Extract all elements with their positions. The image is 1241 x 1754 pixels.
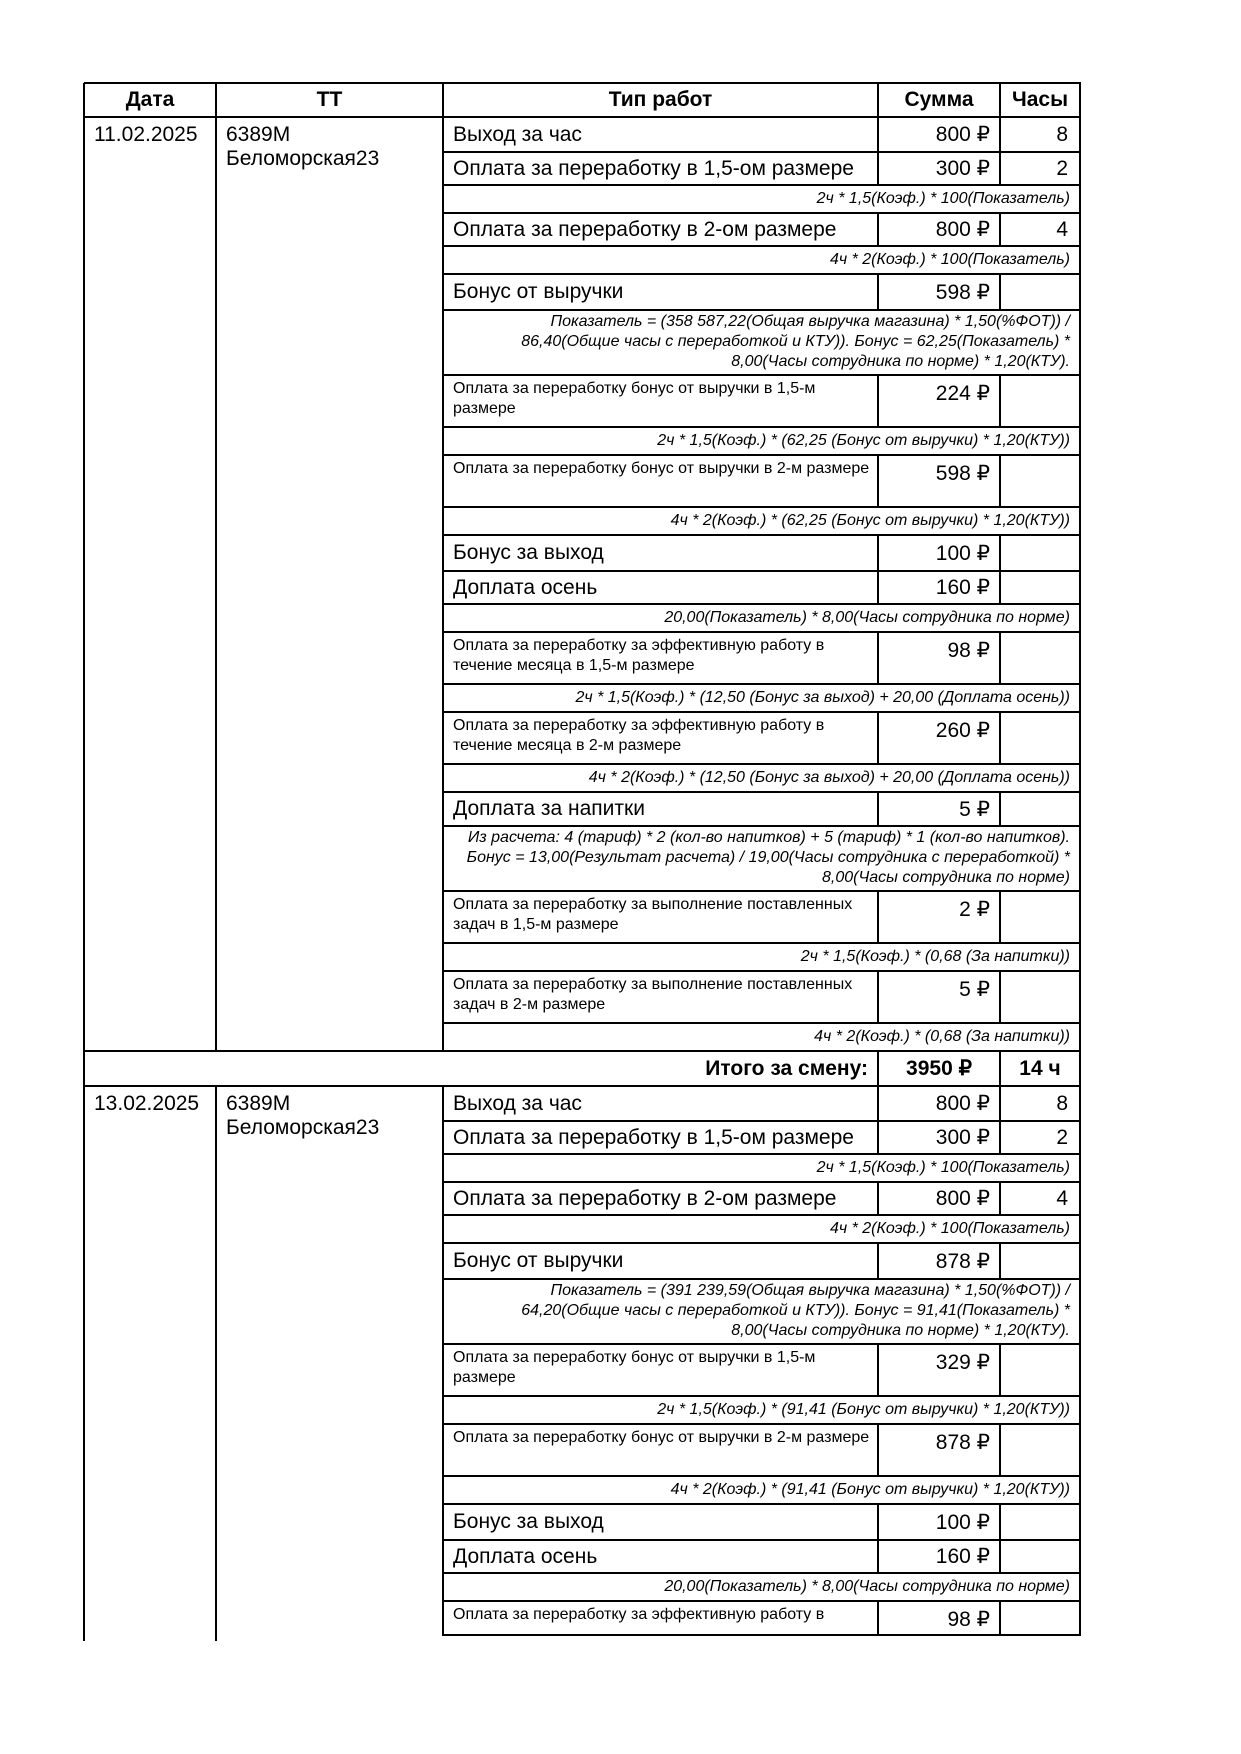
grid-line bbox=[877, 1051, 879, 1087]
work-type-label: Оплата за переработку за эффективную работу в bbox=[453, 1606, 825, 1623]
grid-line bbox=[83, 83, 85, 118]
calculation-note: Показатель = (391 239,59(Общая выручка магазина) * 1,50(%ФОТ)) / 64,20(Общие часы с переработкой и КТУ)). Бонус = 91,41(Показатель) * 8,00(Часы сотрудника по норме) * 1,20(КТУ). bbox=[521, 1282, 1070, 1339]
grid-line bbox=[999, 1424, 1001, 1477]
grid-line bbox=[1079, 1504, 1081, 1541]
work-type-label: Оплата за переработку бонус от выручки в 2-м размере bbox=[453, 1429, 870, 1446]
hours-value bbox=[1000, 1601, 1080, 1635]
hours-value bbox=[1000, 274, 1080, 310]
calculation-note: 2ч * 1,5(Коэф.) * (91,41 (Бонус от выручки) * 1,20(КТУ)) bbox=[657, 1401, 1070, 1418]
grid-line bbox=[1079, 1154, 1081, 1183]
work-type-label: Доплата за напитки bbox=[453, 797, 645, 820]
grid-line bbox=[999, 1540, 1001, 1574]
grid-line bbox=[877, 712, 879, 765]
work-type-label: Оплата за переработку за эффективную работу в течение месяца в 1,5-м размере bbox=[453, 637, 825, 674]
calculation-note: 2ч * 1,5(Коэф.) * (62,25 (Бонус от выручки) * 1,20(КТУ)) bbox=[657, 432, 1070, 449]
grid-line bbox=[877, 117, 879, 153]
grid-line bbox=[1079, 152, 1081, 186]
grid-line bbox=[442, 1601, 444, 1636]
grid-line bbox=[442, 1573, 444, 1602]
amount-value: 100 ₽ bbox=[935, 1510, 990, 1534]
work-type-label: Бонус от выручки bbox=[453, 280, 624, 303]
grid-line bbox=[1079, 1540, 1081, 1574]
work-type-label: Оплата за переработку за эффективную работу в течение месяца в 2-м размере bbox=[453, 717, 825, 754]
grid-line bbox=[1079, 1023, 1081, 1052]
calculation-note: Из расчета: 4 (тариф) * 2 (кол-во напитков) + 5 (тариф) * 1 (кол-во напитков). Бонус = 13,00(Результат расчета) / 19,00(Часы сотрудника с переработкой) * 8,00(Часы сотрудника по норме) bbox=[466, 829, 1070, 886]
grid-line bbox=[442, 1086, 444, 1122]
grid-line bbox=[877, 971, 879, 1024]
hours-value bbox=[1000, 1540, 1080, 1573]
grid-line bbox=[877, 891, 879, 944]
shift-total-label: Итого за смену: bbox=[705, 1056, 868, 1080]
work-type-label: Оплата за переработку в 1,5-ом размере bbox=[453, 1125, 854, 1149]
amount-value: 598 ₽ bbox=[935, 280, 990, 304]
grid-line bbox=[442, 1540, 444, 1574]
grid-line bbox=[84, 1050, 1081, 1052]
hours-value: 4 bbox=[1056, 217, 1068, 241]
grid-line bbox=[877, 1086, 879, 1122]
grid-line bbox=[215, 1086, 217, 1636]
grid-line bbox=[999, 792, 1001, 827]
grid-line bbox=[1079, 571, 1081, 605]
column-header-hours: Часы bbox=[1011, 88, 1069, 111]
hours-value: 4 bbox=[1056, 1186, 1068, 1210]
grid-line bbox=[83, 1086, 85, 1636]
shift-date: 13.02.2025 bbox=[94, 1092, 200, 1115]
grid-line bbox=[1079, 507, 1081, 536]
grid-line bbox=[442, 1243, 444, 1280]
grid-line bbox=[1079, 826, 1081, 892]
calculation-note: 4ч * 2(Коэф.) * (62,25 (Бонус от выручки) * 1,20(КТУ)) bbox=[670, 512, 1070, 529]
grid-line bbox=[215, 1635, 217, 1641]
grid-line bbox=[1079, 604, 1081, 633]
shift-store bbox=[216, 117, 443, 177]
work-type-label: Бонус за выход bbox=[453, 1510, 604, 1533]
amount-value: 224 ₽ bbox=[935, 382, 990, 405]
grid-line bbox=[999, 1182, 1001, 1216]
grid-line bbox=[442, 1121, 444, 1155]
grid-line bbox=[1079, 83, 1081, 118]
grid-line bbox=[83, 1635, 85, 1641]
grid-line bbox=[1079, 1279, 1081, 1345]
shift-date: 11.02.2025 bbox=[94, 123, 198, 146]
grid-line bbox=[442, 571, 444, 605]
grid-line bbox=[877, 1121, 879, 1155]
grid-line bbox=[1079, 1396, 1081, 1425]
calculation-note: 2ч * 1,5(Коэф.) * 100(Показатель) bbox=[816, 1159, 1070, 1176]
grid-line bbox=[442, 117, 444, 153]
grid-line bbox=[442, 1023, 444, 1052]
amount-value: 800 ₽ bbox=[935, 218, 990, 241]
grid-line bbox=[442, 1215, 444, 1244]
work-type-label: Бонус за выход bbox=[453, 541, 604, 564]
grid-line bbox=[215, 83, 217, 118]
work-type-label: Оплата за переработку в 2-ом размере bbox=[453, 217, 837, 241]
grid-line bbox=[877, 1344, 879, 1397]
hours-value bbox=[1000, 375, 1080, 427]
hours-value: 2 bbox=[1056, 1125, 1068, 1149]
hours-value bbox=[1000, 1243, 1080, 1279]
hours-value bbox=[1000, 792, 1080, 826]
hours-value bbox=[1000, 535, 1080, 571]
grid-line bbox=[1079, 455, 1081, 508]
amount-value: 98 ₽ bbox=[947, 639, 990, 662]
hours-value bbox=[1000, 1344, 1080, 1396]
grid-line bbox=[999, 375, 1001, 428]
grid-line bbox=[877, 274, 879, 311]
shift-total-hours: 14 ч bbox=[1019, 1056, 1061, 1080]
grid-line bbox=[442, 507, 444, 536]
grid-line bbox=[1079, 1424, 1081, 1477]
grid-line bbox=[442, 1424, 444, 1477]
calculation-note: 2ч * 1,5(Коэф.) * 100(Показатель) bbox=[816, 190, 1070, 207]
grid-line bbox=[1079, 943, 1081, 972]
grid-line bbox=[442, 455, 444, 508]
calculation-note: 4ч * 2(Коэф.) * 100(Показатель) bbox=[829, 251, 1070, 268]
grid-line bbox=[999, 152, 1001, 186]
grid-line bbox=[877, 535, 879, 572]
grid-line bbox=[1079, 1215, 1081, 1244]
work-type-label: Оплата за переработку в 2-ом размере bbox=[453, 1186, 837, 1210]
grid-line bbox=[999, 274, 1001, 311]
amount-value: 260 ₽ bbox=[935, 719, 990, 742]
work-type-label: Выход за час bbox=[453, 122, 582, 146]
grid-line bbox=[999, 971, 1001, 1024]
calculation-note: 20,00(Показатель) * 8,00(Часы сотрудника по норме) bbox=[664, 1578, 1070, 1595]
grid-line bbox=[442, 712, 444, 765]
grid-line bbox=[999, 117, 1001, 153]
work-type-label: Оплата за переработку бонус от выручки в 2-м размере bbox=[453, 460, 870, 477]
column-header-type: Тип работ bbox=[608, 88, 713, 111]
grid-line bbox=[999, 213, 1001, 247]
hours-value bbox=[1000, 1504, 1080, 1540]
store-name: Беломорская23 bbox=[226, 147, 380, 170]
amount-value: 878 ₽ bbox=[935, 1249, 990, 1273]
grid-line bbox=[1079, 891, 1081, 944]
grid-line bbox=[999, 455, 1001, 508]
grid-line bbox=[1079, 971, 1081, 1024]
grid-line bbox=[442, 684, 444, 713]
calculation-note: 2ч * 1,5(Коэф.) * (12,50 (Бонус за выход) + 20,00 (Доплата осень)) bbox=[575, 689, 1070, 706]
grid-line bbox=[442, 213, 444, 247]
grid-line bbox=[442, 152, 444, 186]
calculation-note: Показатель = (358 587,22(Общая выручка магазина) * 1,50(%ФОТ)) / 86,40(Общие часы с переработкой и КТУ)). Бонус = 62,25(Показатель) * 8,00(Часы сотрудника по норме) * 1,20(КТУ). bbox=[521, 313, 1070, 370]
shift-total-sum: 3950 ₽ bbox=[906, 1057, 972, 1080]
grid-line bbox=[877, 1182, 879, 1216]
hours-value bbox=[1000, 971, 1080, 1023]
work-type-label: Выход за час bbox=[453, 1091, 582, 1115]
work-type-label: Оплата за переработку за выполнение поставленных задач в 2-м размере bbox=[453, 976, 853, 1013]
grid-line bbox=[877, 83, 879, 118]
grid-line bbox=[1079, 1476, 1081, 1505]
store-code: 6389М bbox=[226, 1092, 291, 1115]
grid-line bbox=[999, 1243, 1001, 1280]
grid-line bbox=[877, 792, 879, 827]
amount-value: 160 ₽ bbox=[935, 1545, 990, 1568]
grid-line bbox=[442, 1476, 444, 1505]
column-header-tt: ТТ bbox=[316, 88, 343, 111]
grid-line bbox=[1079, 792, 1081, 827]
grid-line bbox=[999, 1121, 1001, 1155]
grid-line bbox=[215, 117, 217, 1052]
grid-line bbox=[877, 152, 879, 186]
grid-line bbox=[999, 535, 1001, 572]
amount-value: 800 ₽ bbox=[935, 123, 990, 146]
grid-line bbox=[999, 83, 1001, 118]
grid-line bbox=[999, 632, 1001, 685]
grid-line bbox=[877, 455, 879, 508]
grid-line bbox=[1079, 375, 1081, 428]
work-type-label: Оплата за переработку бонус от выручки в 1,5-м размере bbox=[453, 1349, 816, 1386]
grid-line bbox=[1079, 1086, 1081, 1122]
grid-line bbox=[877, 632, 879, 685]
hours-value bbox=[1000, 571, 1080, 604]
grid-line bbox=[999, 1344, 1001, 1397]
grid-line bbox=[442, 1396, 444, 1425]
grid-line bbox=[1079, 185, 1081, 214]
grid-line bbox=[442, 632, 444, 685]
grid-line bbox=[877, 1601, 879, 1636]
work-type-label: Бонус от выручки bbox=[453, 1249, 624, 1272]
grid-line bbox=[442, 310, 444, 376]
grid-line bbox=[1079, 1182, 1081, 1216]
grid-line bbox=[1079, 246, 1081, 275]
grid-line bbox=[83, 1051, 85, 1087]
grid-line bbox=[877, 213, 879, 247]
amount-value: 329 ₽ bbox=[935, 1351, 990, 1374]
shift-store bbox=[216, 1086, 443, 1146]
hours-value bbox=[1000, 712, 1080, 764]
grid-line bbox=[442, 83, 444, 118]
grid-line bbox=[1079, 535, 1081, 572]
store-code: 6389М bbox=[226, 123, 291, 146]
grid-line bbox=[999, 1051, 1001, 1087]
hours-value bbox=[1000, 632, 1080, 684]
grid-line bbox=[1079, 427, 1081, 456]
grid-line bbox=[442, 971, 444, 1024]
hours-value bbox=[1000, 1424, 1080, 1476]
grid-line bbox=[442, 764, 444, 793]
work-type-label: Оплата за переработку бонус от выручки в 1,5-м размере bbox=[453, 380, 816, 417]
grid-line bbox=[1079, 1121, 1081, 1155]
grid-line bbox=[442, 604, 444, 633]
column-header-sum: Сумма bbox=[904, 88, 974, 111]
grid-line bbox=[442, 274, 444, 311]
grid-line bbox=[1079, 213, 1081, 247]
hours-value bbox=[1000, 891, 1080, 943]
amount-value: 100 ₽ bbox=[935, 541, 990, 565]
grid-line bbox=[877, 1243, 879, 1280]
grid-line bbox=[442, 943, 444, 972]
hours-value bbox=[1000, 455, 1080, 507]
calculation-note: 4ч * 2(Коэф.) * 100(Показатель) bbox=[829, 1220, 1070, 1237]
amount-value: 98 ₽ bbox=[947, 1608, 990, 1631]
grid-line bbox=[999, 571, 1001, 605]
work-type-label: Оплата за переработку в 1,5-ом размере bbox=[453, 156, 854, 180]
grid-line bbox=[999, 1601, 1001, 1636]
grid-line bbox=[442, 1182, 444, 1216]
grid-line bbox=[999, 891, 1001, 944]
grid-line bbox=[877, 571, 879, 605]
grid-line bbox=[83, 117, 85, 1052]
amount-value: 5 ₽ bbox=[959, 978, 990, 1001]
hours-value: 8 bbox=[1056, 1091, 1068, 1115]
amount-value: 5 ₽ bbox=[959, 797, 990, 821]
work-type-label: Доплата осень bbox=[453, 1544, 598, 1568]
column-header-date: Дата bbox=[125, 88, 175, 111]
calculation-note: 4ч * 2(Коэф.) * (91,41 (Бонус от выручки) * 1,20(КТУ)) bbox=[670, 1481, 1070, 1498]
grid-line bbox=[877, 1424, 879, 1477]
grid-line bbox=[1079, 764, 1081, 793]
grid-line bbox=[1079, 310, 1081, 376]
calculation-note: 2ч * 1,5(Коэф.) * (0,68 (За напитки)) bbox=[800, 948, 1070, 965]
grid-line bbox=[1079, 712, 1081, 765]
grid-line bbox=[442, 427, 444, 456]
hours-value: 8 bbox=[1056, 122, 1068, 146]
store-name: Беломорская23 bbox=[226, 1116, 380, 1139]
amount-value: 160 ₽ bbox=[935, 576, 990, 599]
grid-line bbox=[442, 1154, 444, 1183]
work-type-label: Доплата осень bbox=[453, 575, 598, 599]
calculation-note: 4ч * 2(Коэф.) * (0,68 (За напитки)) bbox=[814, 1028, 1070, 1045]
grid-line bbox=[442, 375, 444, 428]
grid-line bbox=[442, 1504, 444, 1541]
grid-line bbox=[442, 246, 444, 275]
amount-value: 300 ₽ bbox=[935, 157, 990, 180]
grid-line bbox=[877, 1540, 879, 1574]
hours-value: 2 bbox=[1056, 156, 1068, 180]
calculation-note: 20,00(Показатель) * 8,00(Часы сотрудника по норме) bbox=[664, 609, 1070, 626]
grid-line bbox=[1079, 1243, 1081, 1280]
grid-line bbox=[443, 1634, 1081, 1636]
grid-line bbox=[1079, 117, 1081, 153]
calculation-note: 4ч * 2(Коэф.) * (12,50 (Бонус за выход) + 20,00 (Доплата осень)) bbox=[588, 769, 1070, 786]
grid-line bbox=[1079, 1051, 1081, 1087]
amount-value: 800 ₽ bbox=[935, 1187, 990, 1210]
grid-line bbox=[442, 1279, 444, 1345]
amount-value: 598 ₽ bbox=[935, 462, 990, 485]
grid-line bbox=[442, 792, 444, 827]
grid-line bbox=[999, 712, 1001, 765]
grid-line bbox=[999, 1086, 1001, 1122]
amount-value: 800 ₽ bbox=[935, 1092, 990, 1115]
grid-line bbox=[1079, 632, 1081, 685]
amount-value: 2 ₽ bbox=[959, 898, 990, 921]
grid-line bbox=[877, 1504, 879, 1541]
grid-line bbox=[1079, 274, 1081, 311]
grid-line bbox=[877, 375, 879, 428]
grid-line bbox=[442, 826, 444, 892]
work-type-label: Оплата за переработку за выполнение поставленных задач в 1,5-м размере bbox=[453, 896, 853, 933]
amount-value: 878 ₽ bbox=[935, 1431, 990, 1454]
grid-line bbox=[1079, 684, 1081, 713]
grid-line bbox=[1079, 1573, 1081, 1602]
grid-line bbox=[999, 1504, 1001, 1541]
grid-line bbox=[442, 891, 444, 944]
grid-line bbox=[1079, 1344, 1081, 1397]
grid-line bbox=[442, 1344, 444, 1397]
grid-line bbox=[442, 185, 444, 214]
amount-value: 300 ₽ bbox=[935, 1126, 990, 1149]
grid-line bbox=[1079, 1601, 1081, 1636]
grid-line bbox=[442, 535, 444, 572]
